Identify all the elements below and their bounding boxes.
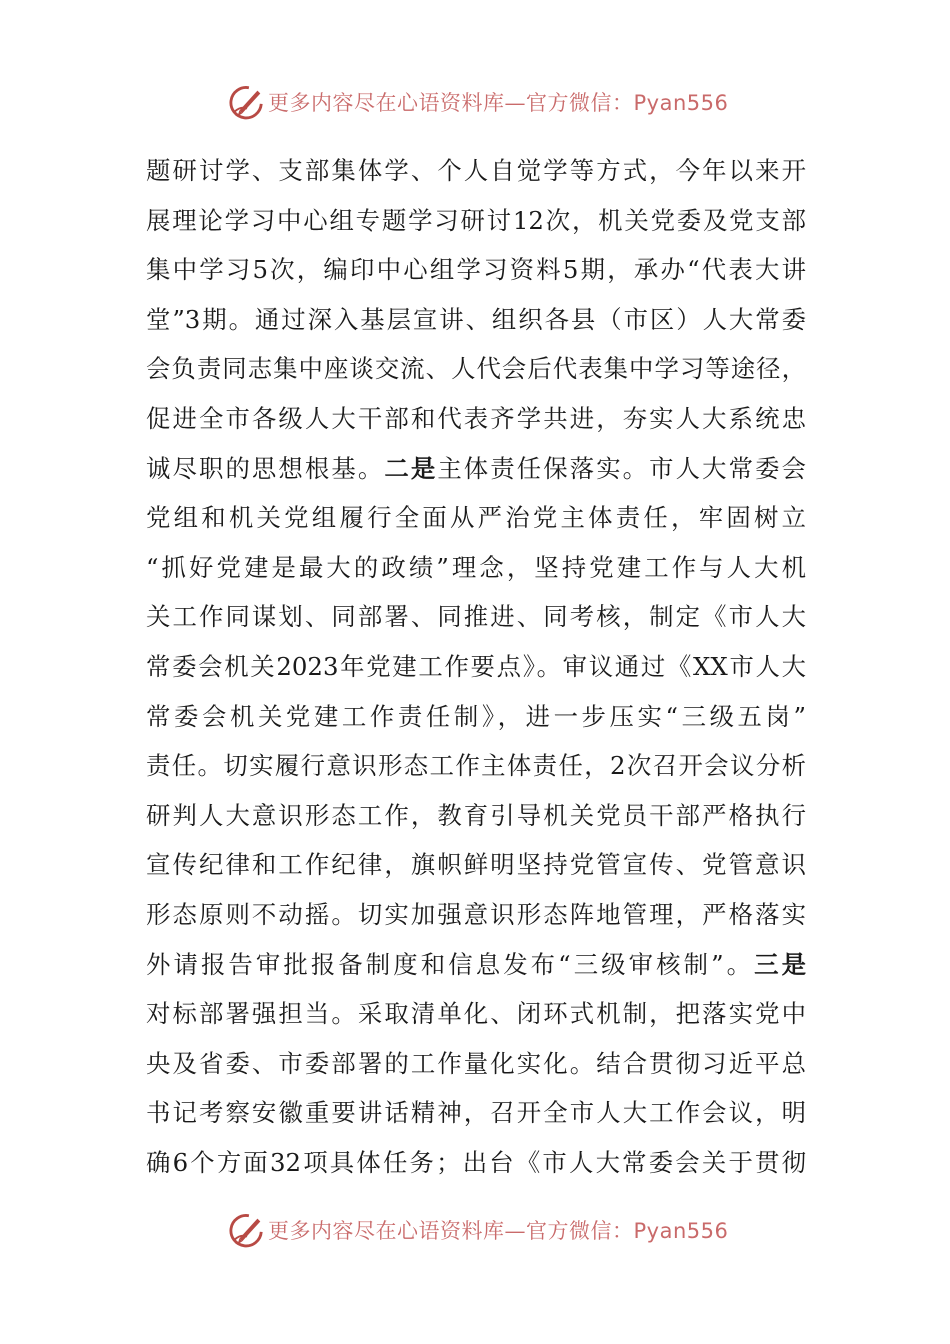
text-line: “抓好党建是最大的政绩”理念，坚持党建工作与人大机 <box>146 552 806 582</box>
wechat-id: Pyan556 <box>633 1219 729 1243</box>
watermark-text: 更多内容尽在心语资料库—官方微信：Pyan556 <box>268 1219 729 1243</box>
document-body <box>146 146 806 1187</box>
text-line: 党组和机关党组履行全面从严治党主体责任，牢固树立 <box>146 503 806 533</box>
text-line: 关工作同谋划、同部署、同推进、同考核，制定《市人大 <box>146 602 806 632</box>
watermark-text: 更多内容尽在心语资料库—官方微信：Pyan556 <box>268 91 729 115</box>
text-line: 书记考察安徽重要讲话精神，召开全市人大工作会议，明 <box>146 1098 806 1128</box>
text-line: 会负责同志集中座谈交流、人代会后代表集中学习等途径， <box>146 354 806 384</box>
text-line: 促进全市各级人大干部和代表齐学共进，夯实人大系统忠 <box>146 403 806 433</box>
text-line: 确6个方面32项具体任务；出台《市人大常委会关于贯彻 <box>146 1147 806 1177</box>
text-line: 形态原则不动摇。切实加强意识形态阵地管理，严格落实 <box>146 899 806 929</box>
text-line: 研判人大意识形态工作，教育引导机关党员干部严格执行 <box>146 800 806 830</box>
pen-logo-icon <box>228 83 266 121</box>
text-line: 堂”3期。通过深入基层宣讲、组织各县（市区）人大常委 <box>146 304 806 334</box>
text-line: 外请报告审批报备制度和信息发布“三级审核制”。三是 <box>146 949 806 979</box>
text-line: 展理论学习中心组专题学习研讨12次，机关党委及党支部 <box>146 205 806 235</box>
pen-logo-icon <box>228 1211 266 1249</box>
wechat-id: Pyan556 <box>633 91 729 115</box>
header-watermark-banner <box>0 80 950 124</box>
text-line: 题研讨学、支部集体学、个人自觉学等方式，今年以来开 <box>146 156 806 185</box>
text-line: 集中学习5次，编印中心组学习资料5期，承办“代表大讲 <box>146 255 806 285</box>
text-line: 常委会机关党建工作责任制》，进一步压实“三级五岗” <box>146 701 806 731</box>
text-line: 常委会机关2023年党建工作要点》。审议通过《XX市人大 <box>146 651 806 681</box>
text-line: 央及省委、市委部署的工作量化实化。结合贯彻习近平总 <box>146 1048 806 1078</box>
bold-heading: 二是 <box>384 453 438 483</box>
text-line: 诚尽职的思想根基。二是主体责任保落实。市人大常委会 <box>146 453 806 483</box>
bold-heading: 三是 <box>754 949 806 979</box>
text-line: 对标部署强担当。采取清单化、闭环式机制，把落实党中 <box>146 999 806 1029</box>
footer-watermark-banner <box>0 1208 950 1252</box>
text-line: 宣传纪律和工作纪律，旗帜鲜明坚持党管宣传、党管意识 <box>146 850 806 880</box>
text-line: 责任。切实履行意识形态工作主体责任，2次召开会议分析 <box>146 751 806 781</box>
